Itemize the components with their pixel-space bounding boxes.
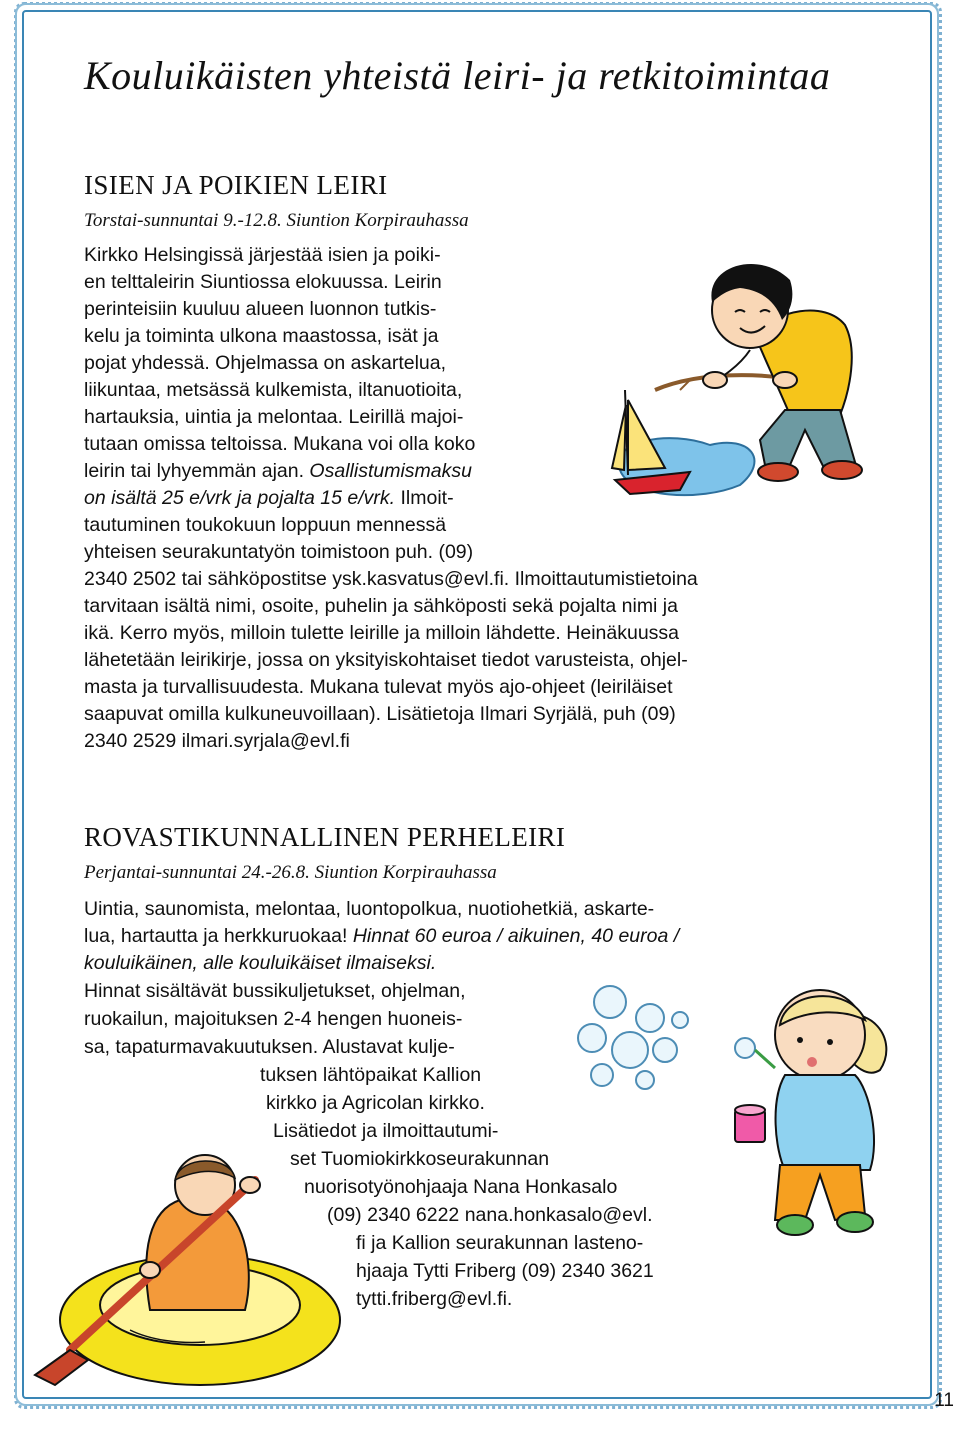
section2-line: kirkko ja Agricolan kirkko.: [266, 1092, 485, 1114]
section1-fee-text: Osallistumismaksu: [304, 460, 472, 482]
section2-line: hjaaja Tytti Friberg (09) 2340 3621: [356, 1260, 654, 1282]
section1-line: en telttaleirin Siuntiossa elokuussa. Leirin: [84, 271, 442, 293]
section2-line: (09) 2340 6222 nana.honkasalo@evl.: [327, 1204, 653, 1226]
section2-line: tytti.friberg@evl.fi.: [356, 1288, 513, 1310]
section2-line: Hinnat sisältävät bussikuljetukset, ohjelman,: [84, 980, 466, 1002]
section1-heading: ISIEN JA POIKIEN LEIRI: [84, 170, 388, 200]
section2-line: [84, 952, 436, 975]
section2-date: Perjantai-sunnuntai 24.-26.8. Siuntion Korpirauhassa: [84, 862, 497, 883]
section2-line: tuksen lähtöpaikat Kallion: [260, 1064, 482, 1086]
section1-fee-text: on isältä 25 e/vrk ja pojalta 15 e/vrk.: [84, 487, 396, 509]
section1-line: tautuminen toukokuun loppuun mennessä: [84, 514, 447, 536]
section1-line: 2340 2502 tai sähköpostitse ysk.kasvatus@evl.fi. Ilmoittautumistietoina: [84, 568, 698, 590]
section1-line: Kirkko Helsingissä järjestää isien ja poiki-: [84, 244, 441, 266]
section1-line: saapuvat omilla kulkuneuvoillaan). Lisätietoja Ilmari Syrjälä, puh (09): [84, 703, 676, 725]
section1-line: masta ja turvallisuudesta. Mukana tulevat myös ajo-ohjeet (leiriläiset: [84, 676, 673, 698]
section1-line: [84, 460, 472, 483]
section2-line: Lisätiedot ja ilmoittautumi-: [273, 1120, 499, 1142]
section1-line: lähetetään leirikirje, jossa on yksityiskohtaiset tiedot varusteista, ohjel-: [84, 649, 688, 671]
section2-line: fi ja Kallion seurakunnan lasteno-: [356, 1232, 644, 1254]
section2-line: [84, 925, 679, 948]
section1-line: yhteisen seurakuntatyön toimistoon puh. (09): [84, 541, 474, 563]
page-title: Kouluikäisten yhteistä leiri- ja retkitoimintaa: [84, 53, 831, 98]
boy-with-sailboat-illustration: [600, 240, 870, 510]
section2-line: ruokailun, majoituksen 2-4 hengen huoneis-: [84, 1008, 463, 1030]
section2-price-text: Hinnat 60 euroa / aikuinen, 40 euroa /: [347, 925, 680, 947]
section2-line: set Tuomiokirkkoseurakunnan: [290, 1148, 550, 1170]
section1-line: tarvitaan isältä nimi, osoite, puhelin ja sähköposti sekä pojalta nimi ja: [84, 595, 678, 617]
page-number: 11: [934, 1390, 954, 1411]
section1-line: kelu ja toiminta ulkona maastossa, isät ja: [84, 325, 439, 347]
section1-line: pojat yhdessä. Ohjelmassa on askartelua,: [84, 352, 447, 374]
section2-line-text: lua, hartautta ja herkkuruokaa!: [84, 925, 348, 947]
section1-line: hartauksia, uintia ja melontaa. Leirillä majoi-: [84, 406, 464, 428]
boy-in-raft-illustration: [30, 1160, 340, 1390]
section1-line: ikä. Kerro myös, milloin tulette leirille ja milloin lähdette. Heinäkuussa: [84, 622, 680, 644]
section2-line: Uintia, saunomista, melontaa, luontopolkua, nuotiohetkiä, askarte-: [84, 898, 655, 920]
section1-line: [84, 487, 454, 510]
section1-line: tutaan omissa teltoissa. Mukana voi olla koko: [84, 433, 476, 455]
section2-line: nuorisotyönohjaaja Nana Honkasalo: [304, 1176, 618, 1198]
section1-line: 2340 2529 ilmari.syrjala@evl.fi: [84, 730, 350, 752]
section1-line-text: leirin tai lyhyemmän ajan.: [84, 460, 305, 482]
section1-date: Torstai-sunnuntai 9.-12.8. Siuntion Korpirauhassa: [84, 210, 469, 231]
section2-price-text: kouluikäinen, alle kouluikäiset ilmaiseksi.: [84, 952, 437, 974]
section1-line: perinteisiin kuuluu alueen luonnon tutkis-: [84, 298, 437, 320]
section1-line-text: Ilmoit-: [395, 487, 454, 509]
section2-heading: ROVASTIKUNNALLINEN PERHELEIRI: [84, 822, 566, 852]
section1-line: liikuntaa, metsässä kulkemista, iltanuotioita,: [84, 379, 463, 401]
section2-line: sa, tapaturmavakuutuksen. Alustavat kulje-: [84, 1036, 455, 1058]
girl-blowing-bubbles-illustration: [570, 980, 900, 1240]
